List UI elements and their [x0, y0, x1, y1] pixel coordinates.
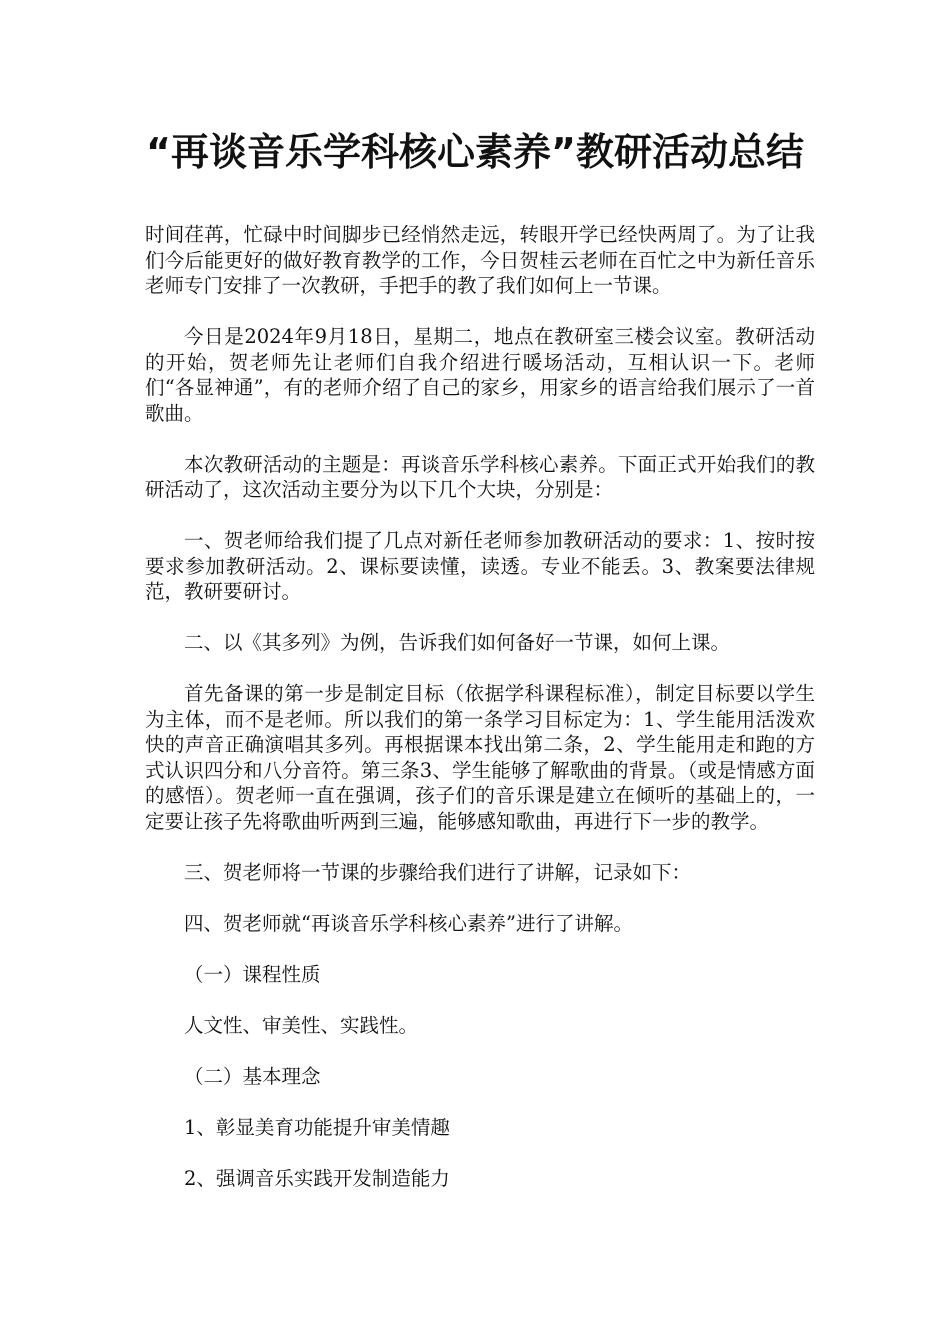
list-item: （二）基本理念	[184, 1064, 321, 1088]
paragraph-requirements: 一、贺老师给我们提了几点对新任老师参加教研活动的要求：1、按时按要求参加教研活动。2、课标要读懂，读透。专业不能丢。3、教案要法律规范，教研要研讨。	[145, 529, 815, 603]
paragraph-lesson-goals: 首先备课的第一步是制定目标（依据学科课程标准），制定目标要以学生为主体，而不是老师。所以我们的第一条学习目标定为：1、学生能用活泼欢快的声音正确演唱其多列。再根据课本找出第二条，2、学生能用走和跑的方式认识四分和八分音符。第三条3、学生能够了解歌曲的背景。（或是情感方面的感悟）。贺老师一直在强调，孩子们的音乐课是建立在倾听的基础上的，一定要让孩子先将歌曲听两到三遍，能够感知歌曲，再进行下一步的教学。	[145, 682, 815, 833]
list-item: （一）课程性质	[184, 962, 321, 986]
list-item: 四、贺老师就“再谈音乐学科核心素养”进行了讲解。	[184, 911, 633, 935]
list-item: 2、强调音乐实践开发制造能力	[184, 1166, 450, 1190]
paragraph-example: 二、以《其多列》为例，告诉我们如何备好一节课，如何上课。	[184, 631, 731, 654]
document-title: “再谈音乐学科核心素养”教研活动总结	[146, 130, 804, 174]
document-body	[145, 222, 815, 1191]
paragraph-theme: 本次教研活动的主题是：再谈音乐学科核心素养。下面正式开始我们的教研活动了，这次活动主要分为以下几个大块，分别是：	[145, 452, 815, 501]
list-item: 人文性、审美性、实践性。	[184, 1013, 419, 1037]
paragraph-date: 今日是2024年9月18日，星期二，地点在教研室三楼会议室。教研活动的开始，贺老师先让老师们自我介绍进行暖场活动，互相认识一下。老师们“各显神通”，有的老师介绍了自己的家乡，用家乡的语言给我们展示了一首歌曲。	[145, 325, 815, 425]
paragraph-steps: 三、贺老师将一节课的步骤给我们进行了讲解，记录如下：	[184, 860, 692, 884]
list-item: 1、彰显美育功能提升审美情趣	[184, 1115, 450, 1139]
paragraph-intro: 时间荏苒，忙碌中时间脚步已经悄然走远，转眼开学已经快两周了。为了让我们今后能更好的做好教育教学的工作，今日贺桂云老师在百忙之中为新任音乐老师专门安排了一次教研，手把手的教了我们如何上一节课。	[145, 223, 815, 297]
